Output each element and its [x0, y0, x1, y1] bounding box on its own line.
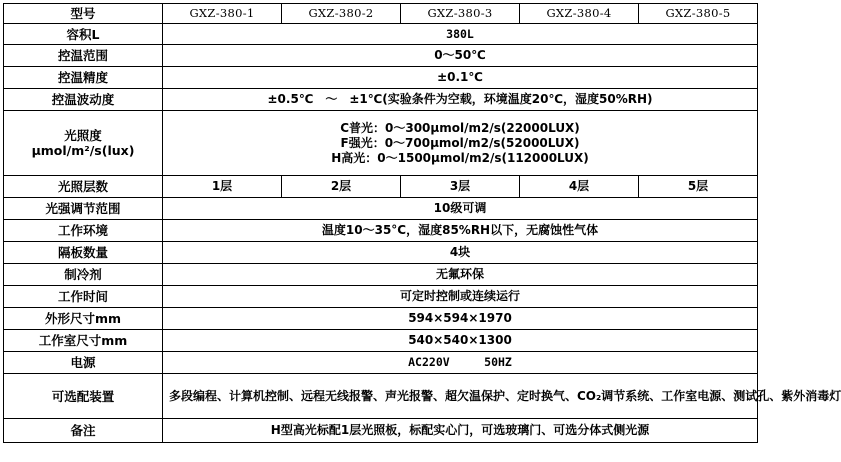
shelves-label: 隔板数量: [4, 242, 163, 264]
remarks-row: [4, 419, 758, 443]
working-env-label: 工作环境: [4, 220, 163, 242]
temp-precision-value: ±0.1℃: [163, 67, 758, 89]
working-time-label: 工作时间: [4, 286, 163, 308]
illuminance-h-type: H高光：0～1500μmol/m2/s(112000LUX): [331, 150, 589, 165]
illuminance-values: [163, 111, 758, 176]
light-adjust-label: 光强调节范围: [4, 198, 163, 220]
spec-table-container: [3, 3, 841, 443]
volume-row: [4, 24, 758, 45]
external-size-value: 594×594×1970: [163, 308, 758, 330]
refrigerant-row: [4, 264, 758, 286]
external-size-row: [4, 308, 758, 330]
power-label: 电源: [4, 352, 163, 374]
temp-precision-row: [4, 67, 758, 89]
light-layers-1: 1层: [163, 176, 282, 198]
options-value: 多段编程、计算机控制、远程无线报警、声光报警、超欠温保护、定时换气、CO₂调节系统、工作室电源、测试孔、紫外消毒灯: [163, 374, 758, 419]
model-1: GXZ-380-1: [163, 4, 282, 24]
model-label: 型号: [4, 4, 163, 24]
light-layers-5: 5层: [639, 176, 758, 198]
chamber-size-row: [4, 330, 758, 352]
light-layers-row: [4, 176, 758, 198]
illuminance-row: [4, 111, 758, 176]
temp-fluctuation-value: ±0.5℃ ～ ±1℃(实验条件为空载，环境温度20℃，湿度50%RH): [163, 89, 758, 111]
light-adjust-row: [4, 198, 758, 220]
light-adjust-value: 10级可调: [163, 198, 758, 220]
remarks-label: 备注: [4, 419, 163, 443]
external-size-label: 外形尺寸mm: [4, 308, 163, 330]
options-row: [4, 374, 758, 419]
spec-table: [3, 3, 841, 443]
header-row: [4, 4, 758, 24]
remarks-value: H型高光标配1层光照板，标配实心门，可选玻璃门、可选分体式侧光源: [163, 419, 758, 443]
temp-fluctuation-row: [4, 89, 758, 111]
model-5: GXZ-380-5: [639, 4, 758, 24]
temp-range-label: 控温范围: [4, 45, 163, 67]
power-row: [4, 352, 758, 374]
temp-fluctuation-label: 控温波动度: [4, 89, 163, 111]
volume-label: 容积L: [4, 24, 163, 45]
temp-precision-label: 控温精度: [4, 67, 163, 89]
illuminance-label-title: 光照度: [64, 128, 102, 143]
temp-range-value: 0～50℃: [163, 45, 758, 67]
model-4: GXZ-380-4: [520, 4, 639, 24]
volume-value: 380L: [163, 24, 758, 45]
illuminance-c-type: C普光：0～300μmol/m2/s(22000LUX): [340, 120, 580, 135]
illuminance-label: [4, 111, 163, 176]
power-value: AC220V 50HZ: [163, 352, 758, 374]
refrigerant-label: 制冷剂: [4, 264, 163, 286]
illuminance-label-unit: μmol/m²/s(lux): [31, 143, 135, 158]
working-time-value: 可定时控制或连续运行: [163, 286, 758, 308]
model-3: GXZ-380-3: [401, 4, 520, 24]
options-label: 可选配装置: [4, 374, 163, 419]
chamber-size-label: 工作室尺寸mm: [4, 330, 163, 352]
working-env-value: 温度10～35°C，湿度85%RH以下，无腐蚀性气体: [163, 220, 758, 242]
refrigerant-value: 无氟环保: [163, 264, 758, 286]
chamber-size-value: 540×540×1300: [163, 330, 758, 352]
light-layers-label: 光照层数: [4, 176, 163, 198]
illuminance-f-type: F强光：0～700μmol/m2/s(52000LUX): [340, 135, 580, 150]
light-layers-3: 3层: [401, 176, 520, 198]
temp-range-row: [4, 45, 758, 67]
light-layers-4: 4层: [520, 176, 639, 198]
working-time-row: [4, 286, 758, 308]
shelves-row: [4, 242, 758, 264]
model-2: GXZ-380-2: [282, 4, 401, 24]
working-env-row: [4, 220, 758, 242]
light-layers-2: 2层: [282, 176, 401, 198]
shelves-value: 4块: [163, 242, 758, 264]
